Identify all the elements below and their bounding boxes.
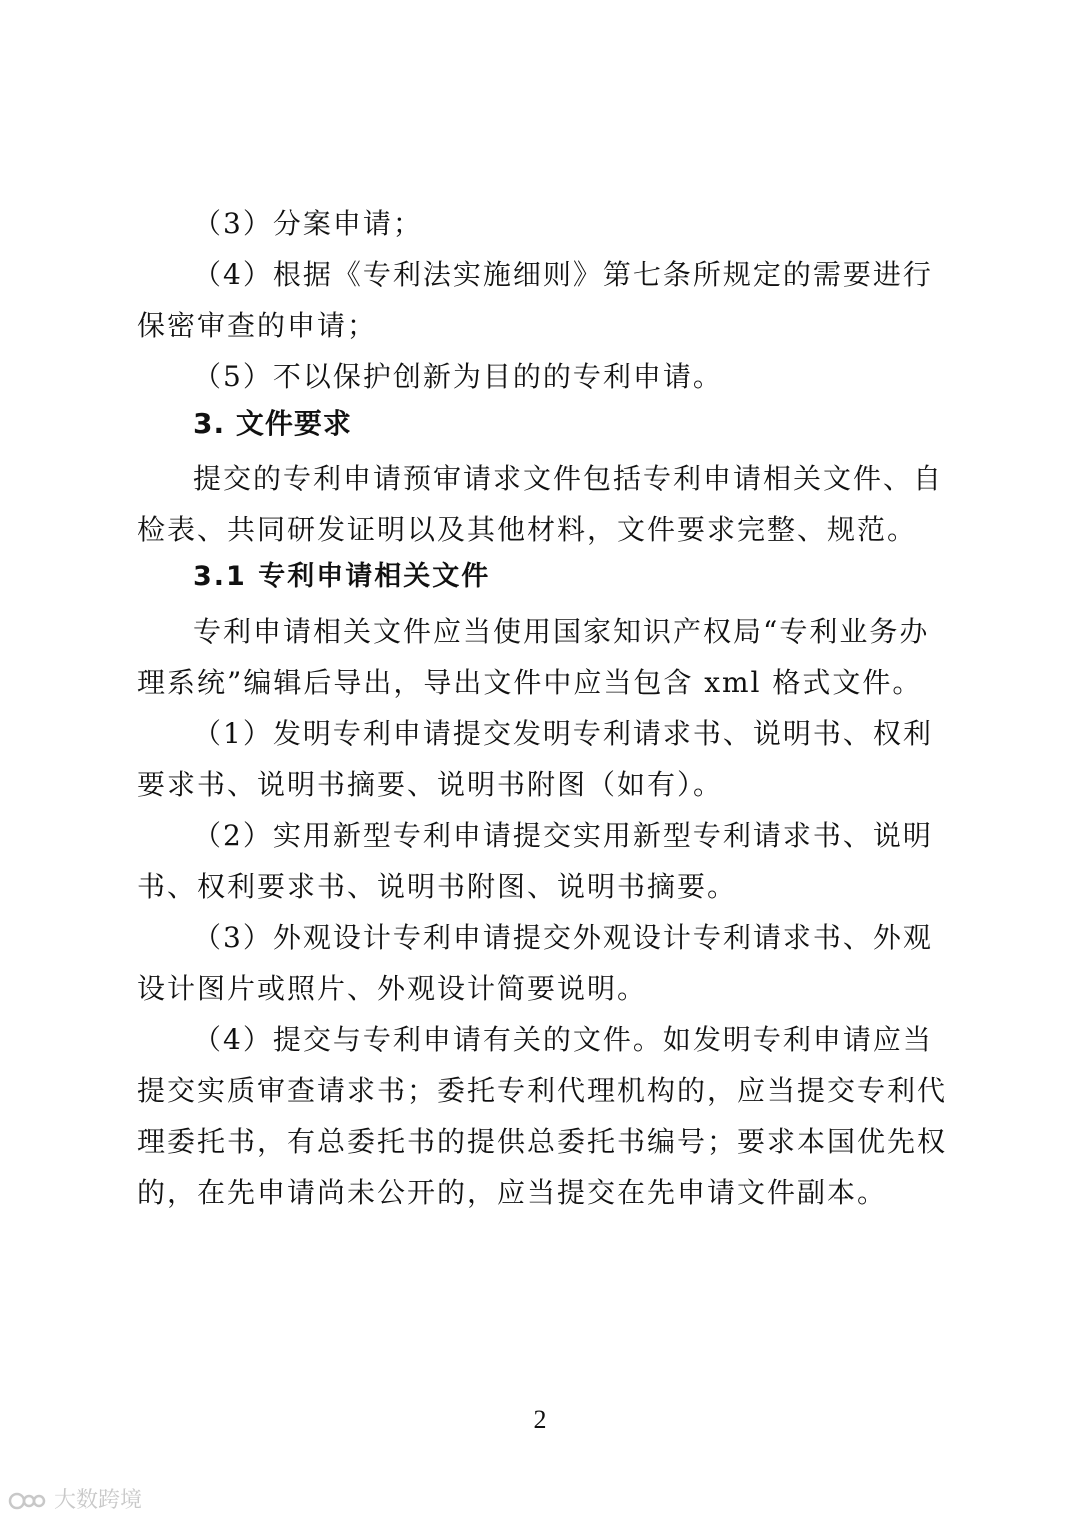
list-item-design-patent: （3）外观设计专利申请提交外观设计专利请求书、外观设计图片或照片、外观设计简要说明。: [137, 921, 933, 1005]
section-3-1-title: 3.1 专利申请相关文件: [193, 561, 491, 592]
page-number: 2: [533, 1405, 547, 1434]
section-3-title: 3. 文件要求: [193, 407, 352, 440]
section-3-body: 提交的专利申请预审请求文件包括专利申请相关文件、自检表、共同研发证明以及其他材料，文件要求完整、规范。: [137, 462, 944, 546]
watermark: [8, 1487, 142, 1515]
list-item-utility-model: （2）实用新型专利申请提交实用新型专利请求书、说明书、权利要求书、说明书附图、说明书摘要。: [137, 819, 933, 903]
watermark-logo-icon: [8, 1488, 48, 1514]
watermark-text: 大数跨境: [54, 1488, 143, 1513]
list-item-related-documents: （4）提交与专利申请有关的文件。如发明专利申请应当提交实质审查请求书；委托专利代理机构的，应当提交专利代理委托书，有总委托书的提供总委托书编号；要求本国优先权的，在先申请尚未公开的，应当提交在先申请文件副本。: [137, 1023, 948, 1209]
list-item-invention-patent: （1）发明专利申请提交发明专利请求书、说明书、权利要求书、说明书摘要、说明书附图（如有）。: [137, 717, 933, 801]
paragraph-item-3-divisional: （3）分案申请；: [193, 207, 423, 240]
paragraph-item-4-confidentiality: （4）根据《专利法实施细则》第七条所规定的需要进行保密审查的申请；: [137, 258, 933, 342]
section-3-1-body: 专利申请相关文件应当使用国家知识产权局“专利业务办理系统”编辑后导出，导出文件中应当包含 xml 格式文件。: [137, 615, 930, 699]
paragraph-item-5-not-innovation: （5）不以保护创新为目的的专利申请。: [193, 360, 723, 393]
